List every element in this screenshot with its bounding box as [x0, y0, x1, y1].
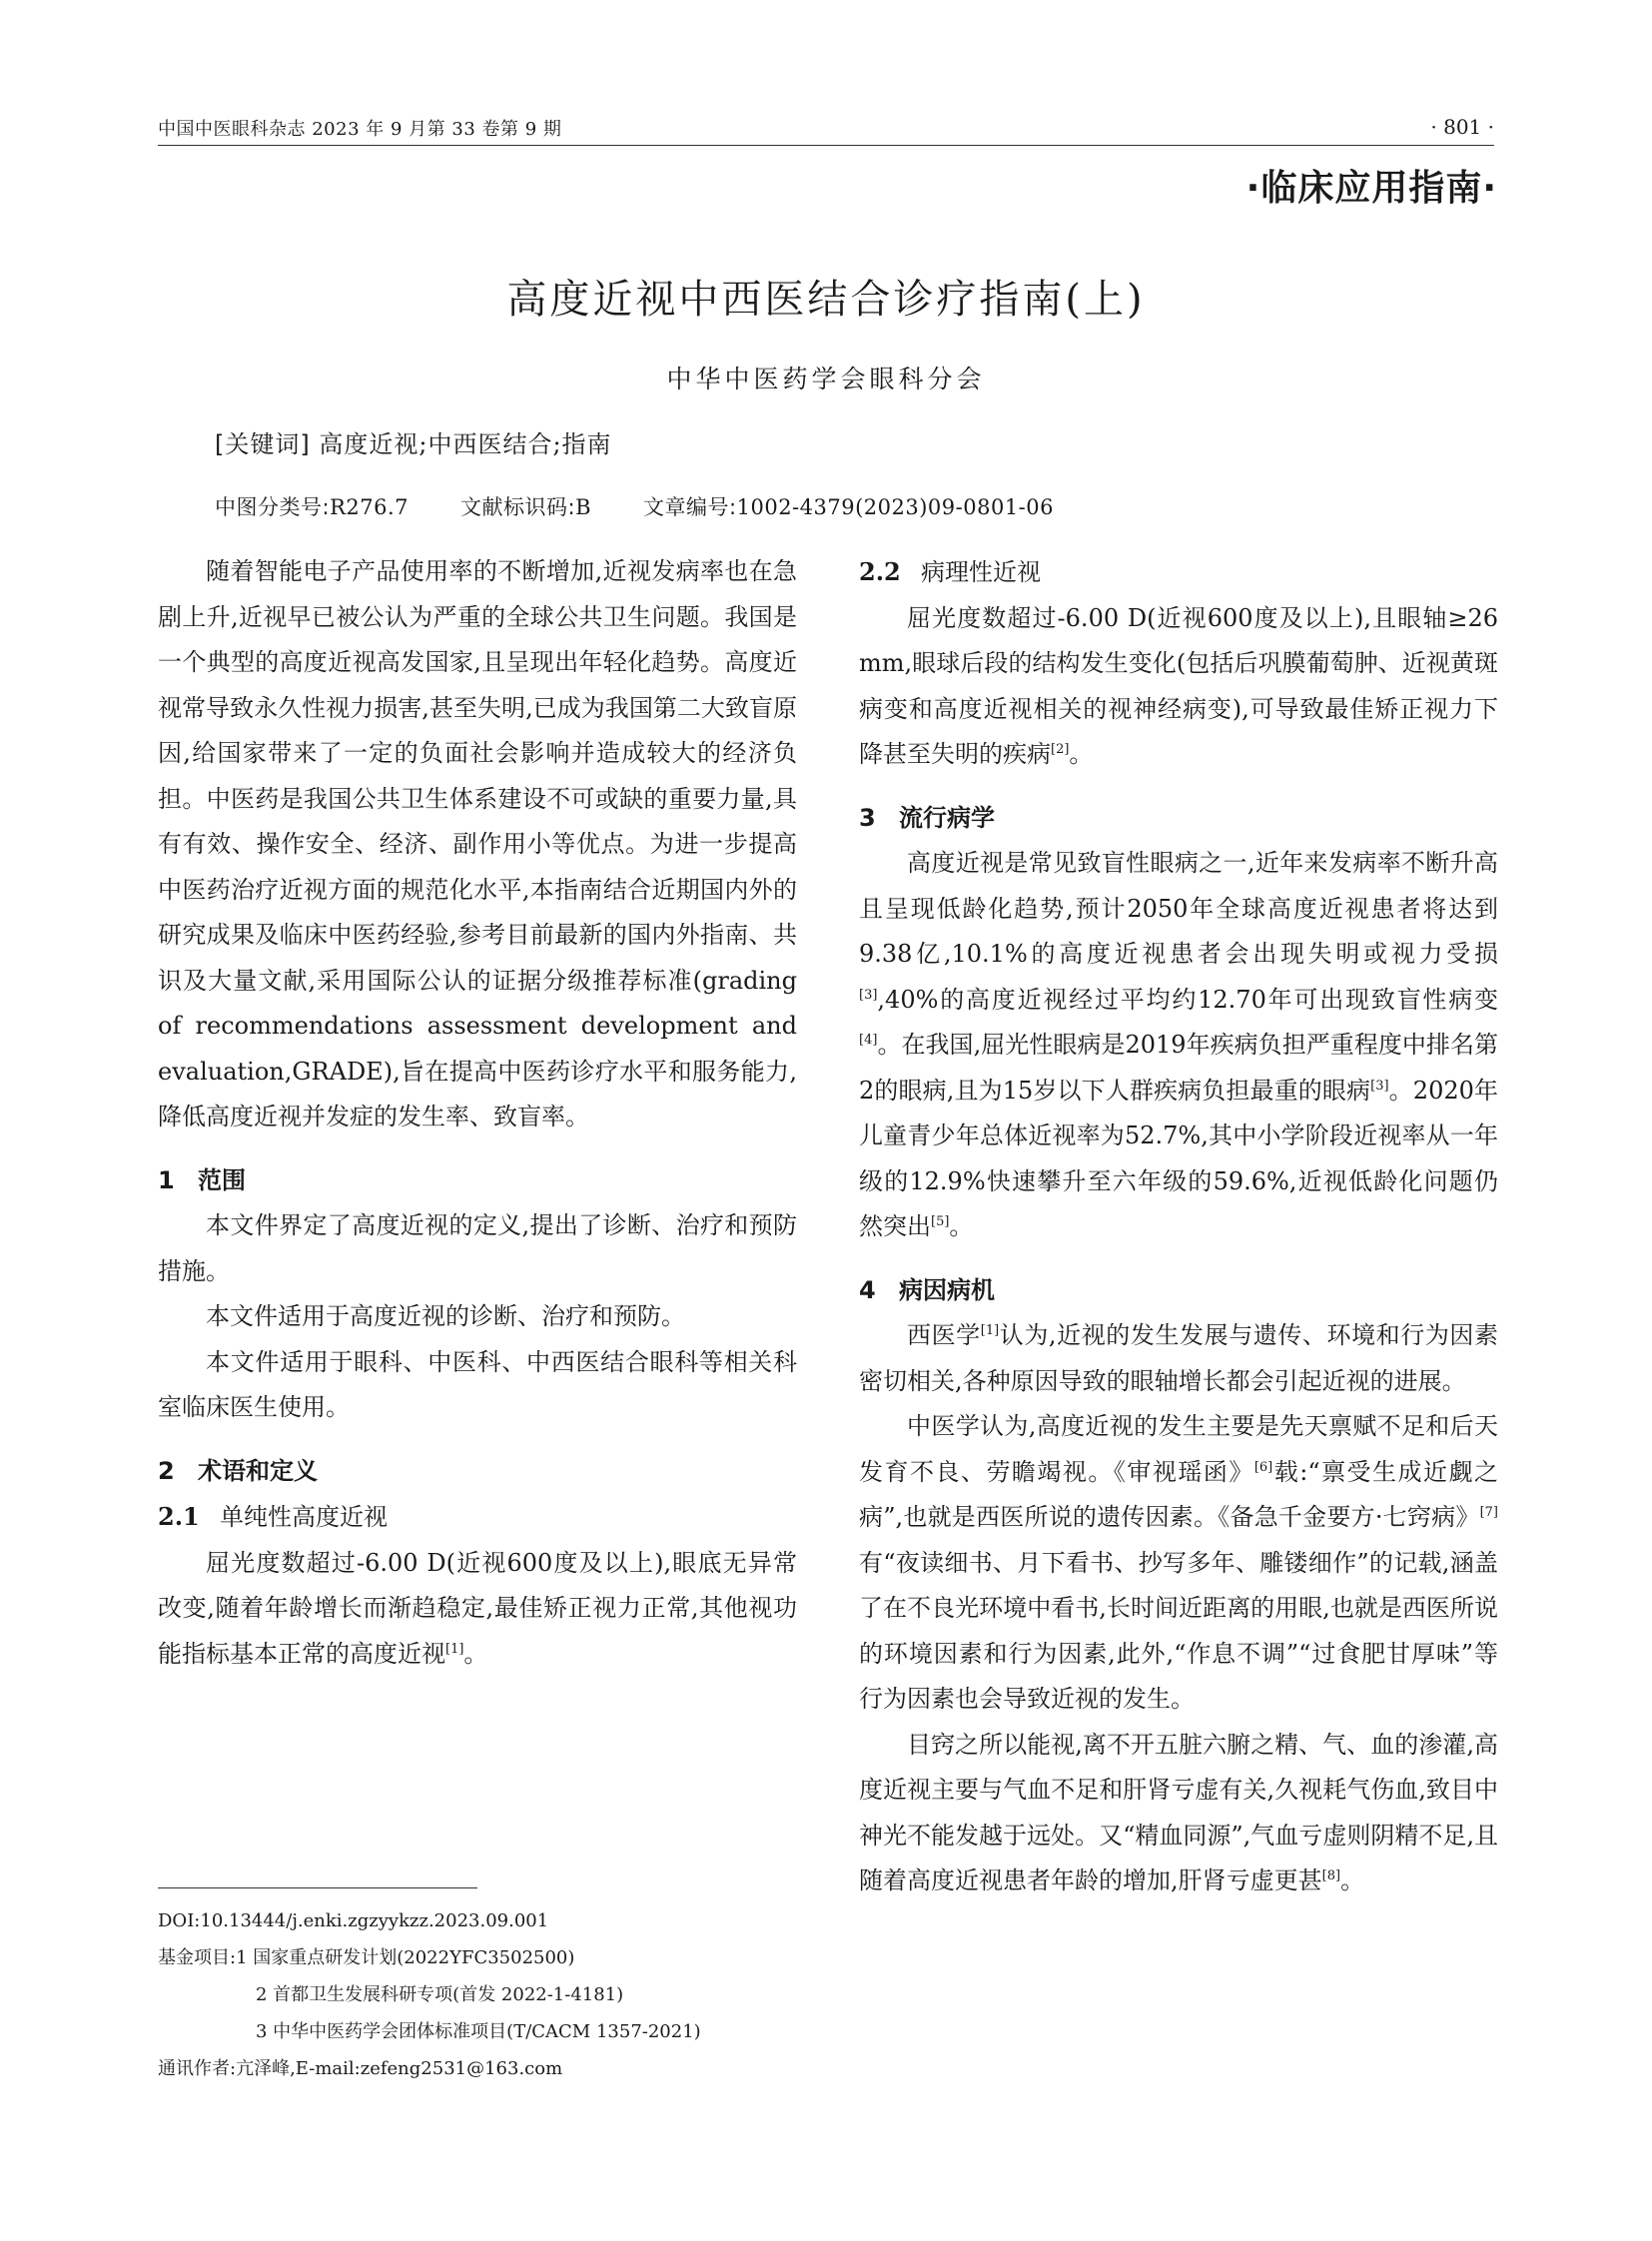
article-title: 高度近视中西医结合诊疗指南(上) — [506, 277, 1146, 323]
section-4-p1-text-a: 西医学 — [907, 1321, 981, 1349]
period: 。 — [463, 1639, 488, 1668]
funding-3: 3 中华中医药学会团体标准项目(T/CACM 1357-2021) — [256, 2021, 701, 2042]
section-3-number: 3 — [859, 803, 876, 832]
footnotes — [158, 1902, 701, 2087]
section-1-number: 1 — [158, 1165, 175, 1194]
author: 中华中医药学会眼科分会 — [666, 365, 986, 393]
citation: [6] — [1253, 1459, 1273, 1475]
keywords — [215, 424, 612, 459]
section-1-heading — [158, 1158, 797, 1204]
section-3-text-b: ,40%的高度近视经过平均约12.70年可出现致盲性病变 — [877, 985, 1498, 1014]
section-4-p2-text-c: 有“夜读细书、月下看书、抄写多年、雕镂细作”的记载,涵盖了在不良光环境中看书,长时间近距离的用眼,也就是西医所说的环境因素和行为因素,此外,“作息不调”“过食肥甘厚味”等行为因素也会导致近视的发生。 — [859, 1548, 1498, 1713]
article-number-value: 1002-4379(2023)09-0801-06 — [736, 495, 1054, 519]
section-1-paragraph-1: 本文件界定了高度近视的定义,提出了诊断、治疗和预防措施。 — [158, 1211, 797, 1285]
section-2-1-heading — [158, 1494, 797, 1541]
funding-1: 基金项目:1 国家重点研发计划(2022YFC3502500) — [158, 1947, 575, 1968]
section-3-text-d: 。2020年儿童青少年总体近视率为52.7%,其中小学阶段近视率从一年级的12.9%快速攀升至六年级的59.6%,近视低龄化问题仍然突出 — [859, 1076, 1499, 1240]
header-rule — [158, 145, 1494, 146]
section-3-text-c: 。在我国,屈光性眼病是2019年疾病负担严重程度中排名第2的眼病,且为15岁以下人群疾病负担最重的眼病 — [859, 1031, 1498, 1105]
classification-line — [215, 491, 1054, 521]
article-number-label: 文章编号: — [643, 495, 737, 519]
section-4-paragraph-1 — [859, 1313, 1498, 1404]
funding-2: 2 首都卫生发展科研专项(首发 2022-1-4181) — [256, 1984, 624, 2005]
citation: [3] — [859, 987, 878, 1003]
clc-value: R276.7 — [330, 495, 410, 519]
section-2-1-title: 单纯性高度近视 — [220, 1503, 388, 1531]
section-4-number: 4 — [859, 1275, 876, 1304]
page-number: · 801 · — [1430, 115, 1494, 139]
section-1-paragraph-2: 本文件适用于高度近视的诊断、治疗和预防。 — [206, 1302, 685, 1330]
section-4-title: 病因病机 — [899, 1275, 995, 1304]
citation: [3] — [1370, 1078, 1389, 1094]
corresponding-author: 通讯作者:亢泽峰,E-mail:zefeng2531@163.com — [158, 2058, 563, 2079]
keywords-label: [关键词] — [215, 430, 311, 458]
section-4-paragraph-3 — [859, 1723, 1498, 1904]
journal-header: 中国中医眼科杂志 2023 年 9 月第 33 卷第 9 期 — [158, 119, 562, 140]
period: 。 — [949, 1212, 974, 1240]
citation: [1] — [980, 1323, 1000, 1338]
section-4-p1-text-b: 认为,近视的发生发展与遗传、环境和行为因素密切相关,各种原因导致的眼轴增长都会引起近视的进展。 — [859, 1321, 1498, 1395]
section-1-title: 范围 — [198, 1165, 246, 1194]
section-2-1-text: 屈光度数超过-6.00 D(近视600度及以上),眼底无异常改变,随着年龄增长而渐趋稳定,最佳矫正视力正常,其他视功能指标基本正常的高度近视 — [158, 1548, 797, 1668]
section-4-heading — [859, 1268, 1498, 1314]
section-4-paragraph-2 — [859, 1404, 1498, 1723]
section-2-2-text: 屈光度数超过-6.00 D(近视600度及以上),且眼轴≥26 mm,眼球后段的结构发生变化(包括后巩膜葡萄肿、近视黄斑病变和高度近视相关的视神经病变),可导致最佳矫正视力下降甚至失明的疾病 — [859, 603, 1498, 768]
section-3-title: 流行病学 — [899, 803, 995, 832]
right-column — [859, 549, 1498, 1904]
doi: DOI:10.13444/j.enki.zgzyykzz.2023.09.001 — [158, 1910, 549, 1931]
doc-code-value: B — [575, 495, 592, 519]
section-2-title: 术语和定义 — [198, 1456, 318, 1485]
section-3-heading — [859, 796, 1498, 842]
section-2-2-heading — [859, 549, 1498, 596]
section-2-2-number: 2.2 — [859, 557, 901, 586]
section-2-1-number: 2.1 — [158, 1502, 200, 1531]
period: 。 — [1340, 1867, 1365, 1894]
citation: [4] — [859, 1033, 878, 1048]
section-3-paragraph — [859, 841, 1498, 1250]
clc-label: 中图分类号: — [215, 495, 331, 519]
section-4-p2-text-a: 中医学认为,高度近视的发生主要是先天禀赋不足和后天发育不良、劳瞻竭视。《审视瑶函》 — [859, 1412, 1498, 1486]
citation: [5] — [931, 1214, 950, 1229]
citation: [2] — [1051, 742, 1070, 757]
period: 。 — [1069, 740, 1094, 768]
citation: [7] — [1479, 1505, 1498, 1520]
section-2-2-title: 病理性近视 — [921, 558, 1041, 586]
keywords-text: 高度近视;中西医结合;指南 — [319, 430, 612, 458]
section-4-p2-text-b: 载:“禀受生成近觑之病”,也就是西医所说的遗传因素。《备急千金要方·七窍病》 — [859, 1457, 1499, 1531]
doc-code-label: 文献标识码: — [460, 495, 576, 519]
left-column — [158, 549, 797, 1677]
intro-paragraph: 随着智能电子产品使用率的不断增加,近视发病率也在急剧上升,近视早已被公认为严重的全球公共卫生问题。我国是一个典型的高度近视高发国家,且呈现出年轻化趋势。高度近视常导致永久性视力损害,甚至失明,已成为我国第二大致盲原因,给国家带来了一定的负面社会影响并造成较大的经济负担。中医药是我国公共卫生体系建设不可或缺的重要力量,具有有效、操作安全、经济、副作用小等优点。为进一步提高中医药治疗近视方面的规范化水平,本指南结合近期国内外的研究成果及临床中医药经验,参考目前最新的国内外指南、共识及大量文献,采用国际公认的证据分级推荐标准(grading of recommendations assessment development and evaluation,GRADE),旨在提高中医药诊疗水平和服务能力,降低高度近视并发症的发生率、致盲率。 — [158, 557, 797, 1130]
section-tag: ·临床应用指南· — [1245, 168, 1497, 209]
section-2-heading — [158, 1449, 797, 1495]
footnote-rule — [158, 1887, 477, 1888]
section-2-2-paragraph — [859, 596, 1498, 778]
section-1-paragraph-3: 本文件适用于眼科、中医科、中西医结合眼科等相关科室临床医生使用。 — [158, 1347, 797, 1421]
section-2-number: 2 — [158, 1456, 175, 1485]
citation: [1] — [445, 1641, 464, 1657]
section-3-text-a: 高度近视是常见致盲性眼病之一,近年来发病率不断升高且呈现低龄化趋势,预计2050年全球高度近视患者将达到9.38亿,10.1%的高度近视患者会出现失明或视力受损 — [859, 849, 1498, 968]
section-4-p3-text: 目窍之所以能视,离不开五脏六腑之精、气、血的渗灌,高度近视主要与气血不足和肝肾亏虚有关,久视耗气伤血,致目中神光不能发越于远处。又“精血同源”,气血亏虚则阴精不足,且随着高度近视患者年龄的增加,肝肾亏虚更甚 — [859, 1730, 1498, 1894]
section-2-1-paragraph — [158, 1541, 797, 1678]
citation: [8] — [1321, 1868, 1341, 1883]
